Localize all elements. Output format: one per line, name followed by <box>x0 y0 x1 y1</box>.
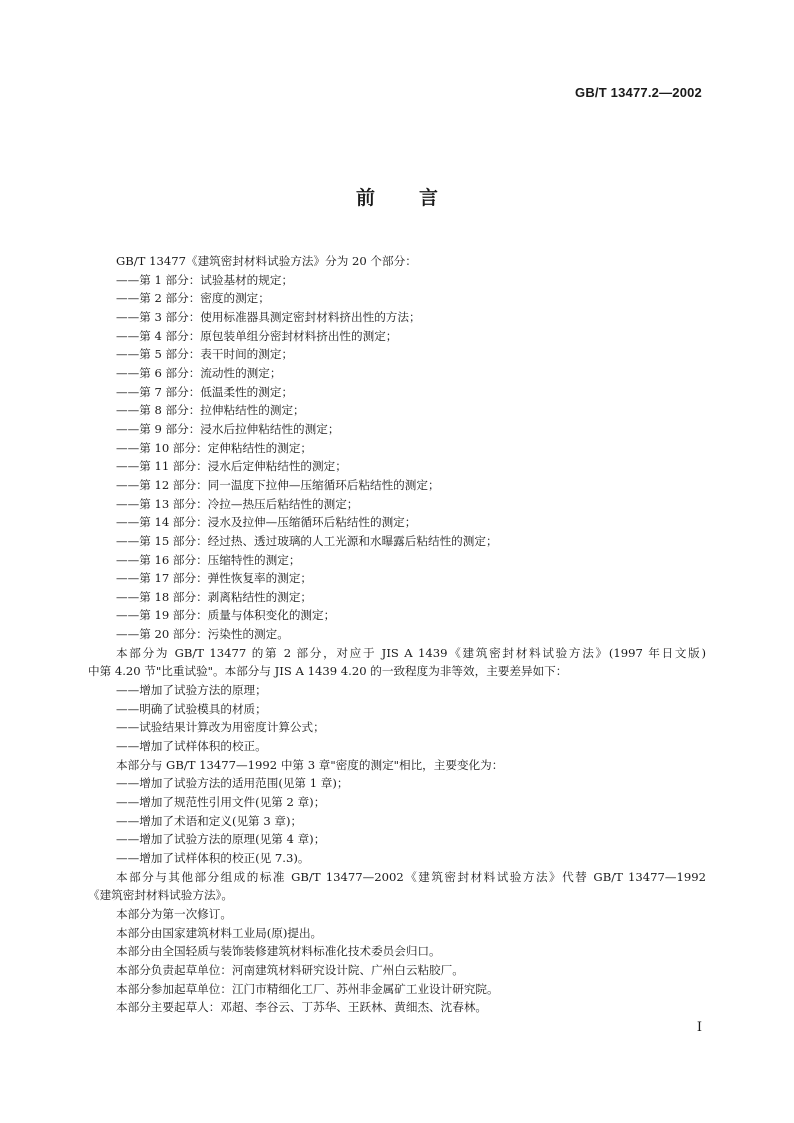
parts-list <box>88 271 706 644</box>
list-item: ——增加了试验方法的适用范围(见第 1 章)； <box>116 776 349 791</box>
list-item: ——第 1 部分：试验基材的规定； <box>116 272 294 287</box>
replacement-line-1: 本部分与其他部分组成的标准 GB/T 13477—2002《建筑密封材料试验方法》代替 GB/T 13477—1992 <box>116 869 706 884</box>
list-item: ——第 18 部分：剥离粘结性的测定； <box>116 589 313 604</box>
drafting-unit-statement: 本部分负责起草单位：河南建筑材料研究设计院、广州白云粘胶厂。 <box>116 962 464 977</box>
list-item: ——第 11 部分：浸水后定伸粘结性的测定； <box>116 459 347 474</box>
list-item: ——第 8 部分：拉伸粘结性的测定； <box>116 403 305 418</box>
list-item: ——第 10 部分：定伸粘结性的测定； <box>116 440 313 455</box>
drafters-statement: 本部分主要起草人：邓超、李谷云、丁苏华、王跃林、黄细杰、沈春林。 <box>116 1000 488 1015</box>
list-item: ——明确了试验模具的材质； <box>116 701 267 716</box>
list-item: ——第 6 部分：流动性的测定； <box>116 365 282 380</box>
list-item: ——试验结果计算改为用密度计算公式； <box>116 720 325 735</box>
correspondence-line-1: 本部分为 GB/T 13477 的第 2 部分，对应于 JIS A 1439《建筑密封材料试验方法》(1997 年日文版) <box>116 645 706 660</box>
list-item: ——增加了试验方法的原理(见第 4 章)； <box>116 832 326 847</box>
list-item: ——增加了试样体积的校正(见 7.3)。 <box>116 851 310 865</box>
standard-code: GB/T 13477.2—2002 <box>575 85 702 100</box>
list-item: ——第 20 部分：污染性的测定。 <box>116 627 289 642</box>
differences-list <box>88 681 706 756</box>
list-item: ——第 3 部分：使用标准器具测定密封材料挤出性的方法； <box>116 309 421 324</box>
page-title: 前言 <box>355 187 482 209</box>
page-number: I <box>696 1020 702 1035</box>
replacement-line-2: 《建筑密封材料试验方法》。 <box>88 888 233 903</box>
list-item: ——第 7 部分：低温柔性的测定； <box>116 384 294 399</box>
correspondence-line-2: 中第 4.20 节"比重试验"。本部分与 JIS A 1439 4.20 的一致程度为非等效，主要差异如下： <box>88 664 568 679</box>
list-item: ——第 5 部分：表干时间的测定； <box>116 347 294 362</box>
committee-statement: 本部分由全国轻质与装饰装修建筑材料标准化技术委员会归口。 <box>116 944 441 959</box>
list-item: ——第 13 部分：冷拉—热压后粘结性的测定； <box>116 496 359 511</box>
list-item: ——第 17 部分：弹性恢复率的测定； <box>116 571 313 586</box>
list-item: ——增加了试验方法的原理； <box>116 683 267 698</box>
list-item: ——增加了试样体积的校正。 <box>116 739 267 754</box>
list-item: ——第 15 部分：经过热、透过玻璃的人工光源和水曝露后粘结性的测定； <box>116 533 498 548</box>
list-item: ——第 19 部分：质量与体积变化的测定； <box>116 608 336 623</box>
intro-paragraph: GB/T 13477《建筑密封材料试验方法》分为 20 个部分： <box>116 254 417 268</box>
changes-list <box>88 774 706 867</box>
comparison-intro: 本部分与 GB/T 13477—1992 中第 3 章"密度的测定"相比，主要变化为： <box>116 757 504 772</box>
list-item: ——增加了规范性引用文件(见第 2 章)； <box>116 795 326 810</box>
list-item: ——第 9 部分：浸水后拉伸粘结性的测定； <box>116 421 340 436</box>
revision-statement: 本部分为第一次修订。 <box>116 906 232 921</box>
list-item: ——第 16 部分：压缩特性的测定； <box>116 552 301 567</box>
list-item: ——第 14 部分：浸水及拉伸—压缩循环后粘结性的测定； <box>116 515 417 530</box>
list-item: ——第 4 部分：原包装单组分密封材料挤出性的测定； <box>116 328 398 343</box>
participating-unit-statement: 本部分参加起草单位：江门市精细化工厂、苏州非金属矿工业设计研究院。 <box>116 981 499 996</box>
list-item: ——增加了术语和定义(见第 3 章)； <box>116 813 303 828</box>
list-item: ——第 12 部分：同一温度下拉伸—压缩循环后粘结性的测定； <box>116 477 440 492</box>
list-item: ——第 2 部分：密度的测定； <box>116 291 270 306</box>
foreword-body <box>88 252 706 1017</box>
proposer-statement: 本部分由国家建筑材料工业局(原)提出。 <box>116 925 323 940</box>
